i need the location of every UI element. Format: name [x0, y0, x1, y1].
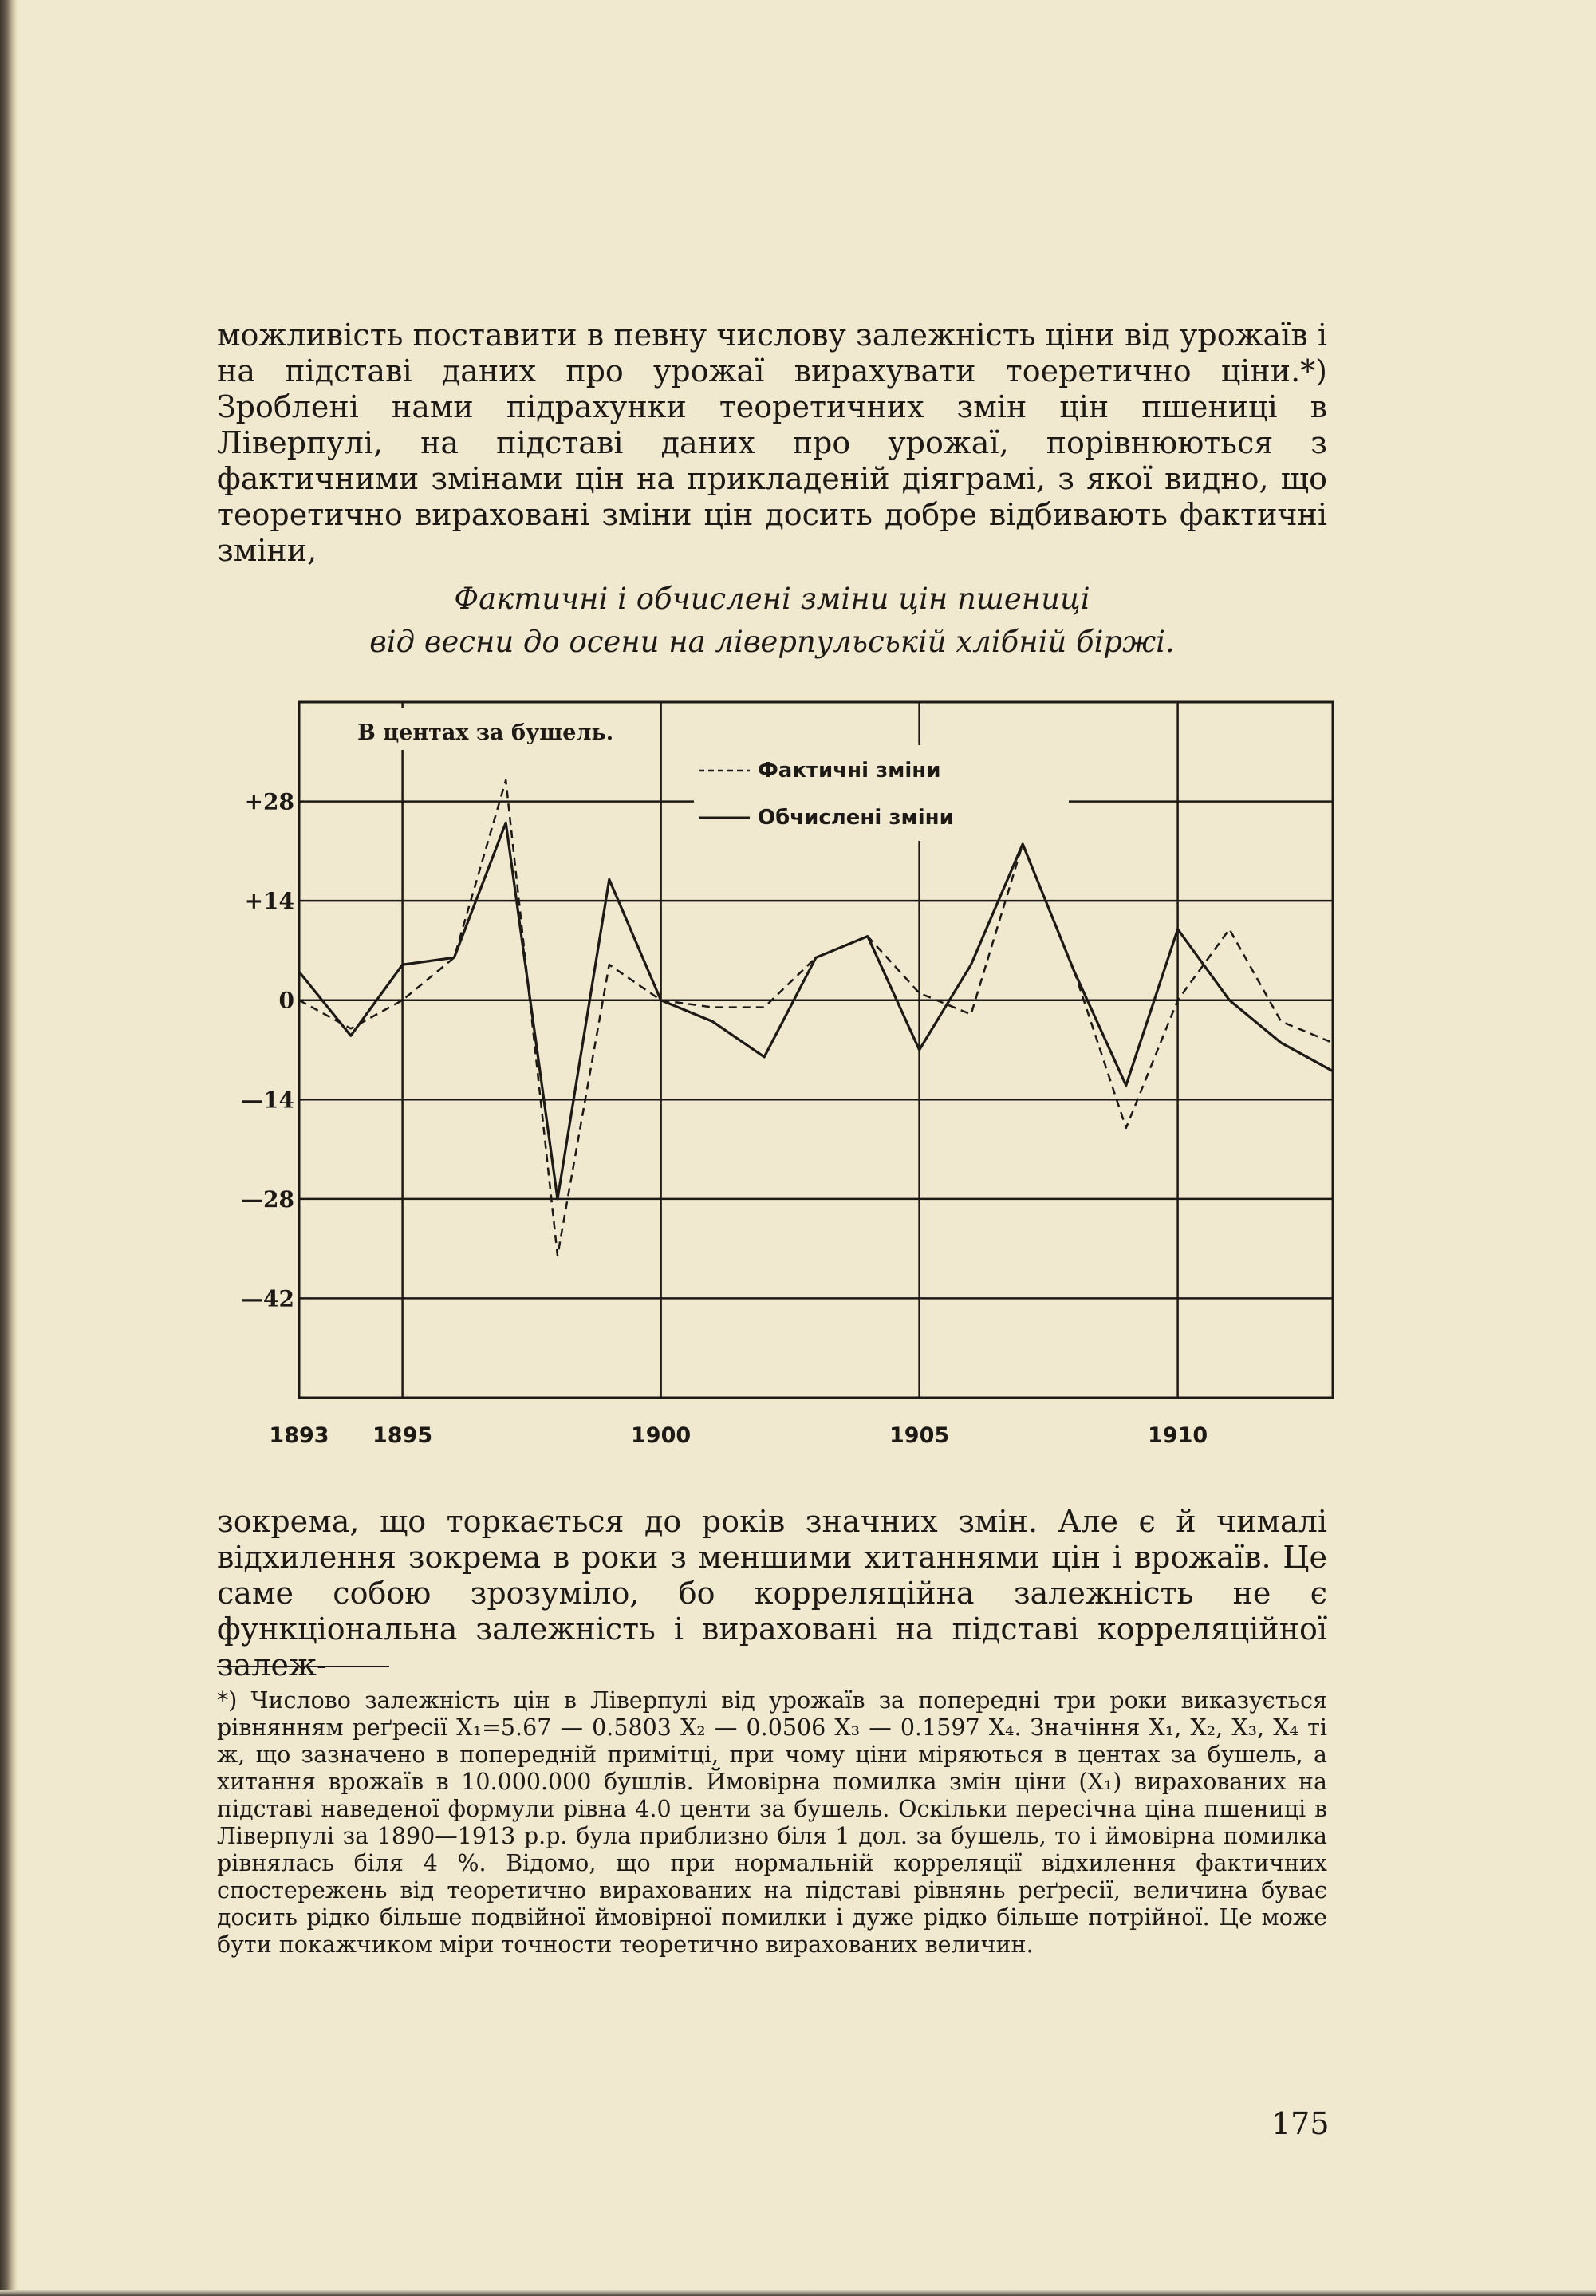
x-tick-label: 1910: [1148, 1423, 1208, 1444]
caption-line-2: від весни до осени на ліверпульській хлібній біржі.: [369, 625, 1175, 659]
y-tick-label: —42: [241, 1285, 294, 1312]
y-tick-label: +28: [244, 788, 294, 815]
legend-label-actual: Фактичні зміни: [758, 759, 941, 783]
x-tick-label: 1895: [372, 1423, 433, 1444]
y-tick-label: 0: [278, 987, 294, 1014]
price-change-chart: [223, 694, 1356, 1444]
page-number: 175: [1271, 2106, 1330, 2141]
y-tick-label: +14: [244, 888, 294, 915]
paragraph-bottom: зокрема, що торкається до років значних змін. Але є й чималі відхилення зокрема в роки з меншими хитаннями цін і врожаїв. Це саме собою зрозуміло, бо корреляційна залежність не є функціональна залежність і вираховані на підставі корреляційної залеж-: [217, 1504, 1327, 1683]
x-tick-label: 1893: [269, 1423, 329, 1444]
page-binding-edge: [0, 0, 18, 2296]
x-tick-label: 1900: [631, 1423, 692, 1444]
legend-label-computed: Обчислені зміни: [758, 806, 954, 830]
y-tick-label: —28: [241, 1185, 294, 1213]
unit-label: В центах за бушель.: [357, 720, 614, 745]
y-tick-label: —14: [241, 1087, 294, 1114]
footnote: *) Числово залежність цін в Ліверпулі від урожаїв за попередні три роки виказується рівнянням реґресії X₁=5.67 — 0.5803 X₂ — 0.0506 X₃ — 0.1597 X₄. Значіння X₁, X₂, X₃, X₄ ті ж, що зазначено в попередній примітці, при чому ціни міряються в центах за бушель, а хитання врожаїв в 10.000.000 бушлів. Ймовірна помилка змін ціни (X₁) вирахованих на підставі наведеної формули рівна 4.0 центи за бушель. Оскільки пересічна ціна пшениці в Ліверпулі за 1890—1913 р.р. була приблизно біля 1 дол. за бушель, то і ймовірна помилка рівнялась біля 4 %. Відомо, що при нормальній корреляції відхилення фактичних спостережень від теоретично вирахованих на підставі рівнянь реґресії, величина буває досить рідко більше подвійної ймовірної помилки і дуже рідко більше потрійної. Це може бути покажчиком міри точности теоретично вирахованих величин.: [217, 1687, 1327, 1958]
footnote-rule: [217, 1666, 389, 1667]
chart-caption: [217, 578, 1327, 664]
x-tick-label: 1905: [889, 1423, 950, 1444]
paragraph-top: можливість поставити в певну числову залежність ціни від урожаїв і на підставі даних про урожаї вирахувати тоеретично ціни.*) Зроблені нами підрахунки теоретичних змін цін пшениці в Ліверпулі, на підставі даних про урожаї, порівнюються з фактичними змінами цін на прикладеній діяграмі, з якої видно, що теоретично вираховані зміни цін досить добре відбивають фактичні зміни,: [217, 318, 1327, 568]
page-bottom-edge: [0, 2290, 1596, 2296]
caption-line-1: Фактичні і обчислені зміни цін пшениці: [454, 582, 1090, 616]
